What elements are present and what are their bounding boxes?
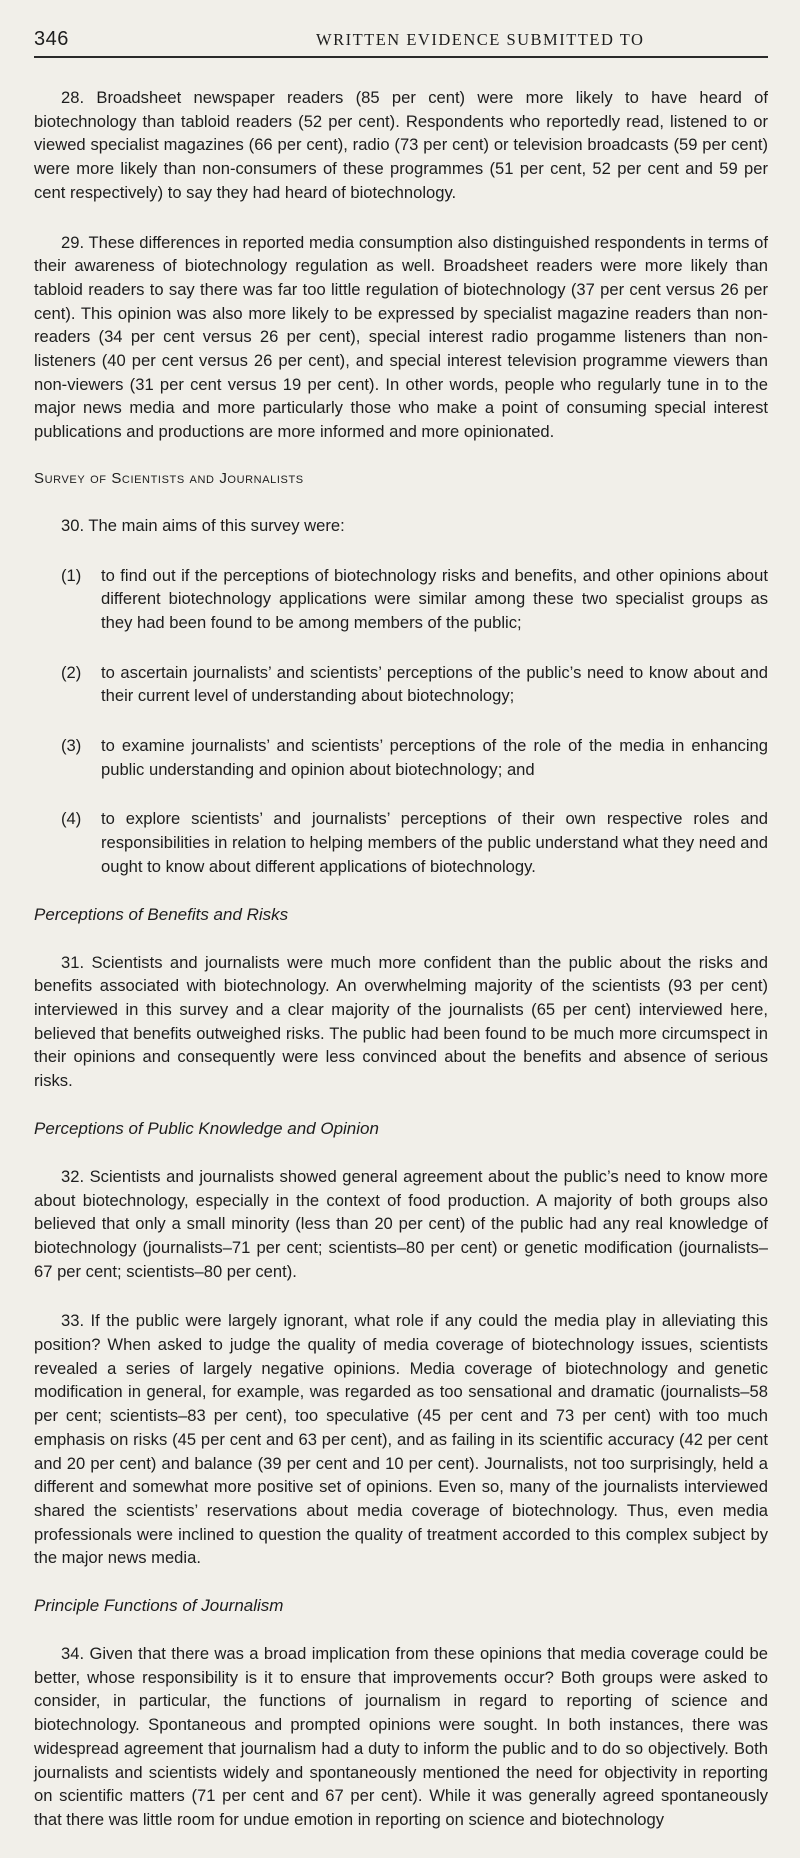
running-title: WRITTEN EVIDENCE SUBMITTED TO — [316, 30, 645, 49]
page-number: 346 — [34, 28, 69, 50]
list-item-text: to examine journalists’ and scientists’ perceptions of the role of the media in enhancing public understanding and opinion about biotechnology; and — [101, 736, 768, 779]
list-item-number: (3) — [61, 736, 82, 756]
section-heading-survey: Survey of Scientists and Journalists — [34, 469, 304, 487]
list-item-text: to find out if the perceptions of biotechnology risks and benefits, and other opinions about different biotechnology applications were similar among these two specialist groups as they had been found to be among members of the public; — [101, 565, 768, 632]
running-header — [34, 24, 768, 58]
list-item — [61, 734, 768, 781]
subheading-functions-journalism: Principle Functions of Journalism — [34, 1596, 284, 1616]
subheading-public-knowledge: Perceptions of Public Knowledge and Opinion — [34, 1118, 379, 1138]
list-item-number: (2) — [61, 662, 82, 682]
paragraph-33: 33. If the public were largely ignorant, what role if any could the media play in alleviating this position? When asked to judge the quality of media coverage of biotechnology issues, scientists revealed a series of largely negative opinions. Media coverage of biotechnology and genetic modification in general, for example, was regarded as too sensational and dramatic (journalists–58 per cent; scientists–83 per cent), too speculative (45 per cent and 73 per cent) with too much emphasis on risks (45 per cent and 63 per cent), and as failing in its scientific accuracy (42 per cent and 20 per cent) and balance (39 per cent and 10 per cent). Journalists, not too surprisingly, held a different and somewhat more positive set of opinions. Even so, many of the journalists interviewed shared the scientists’ reservations about media coverage of biotechnology. Thus, even media professionals were inclined to question the quality of treatment accorded to this complex subject by the major news media. — [34, 1311, 768, 1568]
list-item-number: (1) — [61, 565, 82, 585]
paragraph-29: 29. These differences in reported media consumption also distinguished respondents in terms of their awareness of biotechnology regulation as well. Broadsheet readers were more likely than tabloid readers to say there was far too little regulation of biotechnology (37 per cent versus 26 per cent). This opinion was also more likely to be expressed by specialist magazine readers than non-readers (34 per cent versus 26 per cent), special interest radio progamme listeners than non-listeners (40 per cent versus 26 per cent), and special interest television programme viewers than non-viewers (31 per cent versus 19 per cent). In other words, people who regularly tune in to the major news media and more particularly those who make a point of consuming special interest publications and productions are more informed and more opinionated. — [34, 232, 768, 442]
list-item-text: to explore scientists’ and journalists’ perceptions of their own respective roles and responsibilities in relation to helping members of the public understand what they need and ought to know about different applications of biotechnology. — [101, 809, 768, 876]
list-item-number: (4) — [61, 809, 82, 829]
paragraph-30: 30. The main aims of this survey were: — [61, 515, 345, 535]
paragraph-28: 28. Broadsheet newspaper readers (85 per cent) were more likely to have heard of biotechnology than tabloid readers (52 per cent). Respondents who reportedly read, listened to or viewed specialist magazines (66 per cent), radio (73 per cent) or television broadcasts (59 per cent) were more likely than non-consumers of these programmes (51 per cent, 52 per cent and 59 per cent respectively) to say they had heard of biotechnology. — [34, 88, 768, 202]
list-item — [61, 661, 768, 708]
list-item — [61, 807, 768, 878]
list-item — [61, 564, 768, 635]
subheading-benefits-risks: Perceptions of Benefits and Risks — [34, 904, 289, 924]
paragraph-34: 34. Given that there was a broad implication from these opinions that media coverage could be better, whose responsibility is it to ensure that improvements occur? Both groups were asked to consider, in particular, the functions of journalism in regard to reporting of science and biotechnology. Spontaneous and prompted opinions were sought. In both instances, there was widespread agreement that journalism had a duty to inform the public and to do so objectively. Both journalists and scientists widely and spontaneously mentioned the need for objectivity in reporting on scientific matters (71 per cent and 67 per cent). While it was generally agreed spontaneously that there was little room for undue emotion in reporting on science and biotechnology — [34, 1644, 768, 1829]
document-body — [34, 86, 768, 1858]
list-item-text: to ascertain journalists’ and scientists’ perceptions of the public’s need to know about and their current level of understanding about biotechnology; — [101, 662, 768, 706]
paragraph-32: 32. Scientists and journalists showed general agreement about the public’s need to know more about biotechnology, especially in the context of food production. A majority of both groups also believed that only a small minority (less than 20 per cent) of the public had any real knowledge of biotechnology (journalists–71 per cent; scientists–80 per cent) or genetic modification (journalists–67 per cent; scientists–80 per cent). — [34, 1166, 768, 1281]
paragraph-31: 31. Scientists and journalists were much more confident than the public about the risks and benefits associated with biotechnology. An overwhelming majority of the scientists (93 per cent) interviewed in this survey and a clear majority of the journalists (65 per cent) interviewed here, believed that benefits outweighed risks. The public had been found to be much more circumspect in their opinions and consequently were less convinced about the benefits and absence of serious risks. — [34, 952, 768, 1091]
